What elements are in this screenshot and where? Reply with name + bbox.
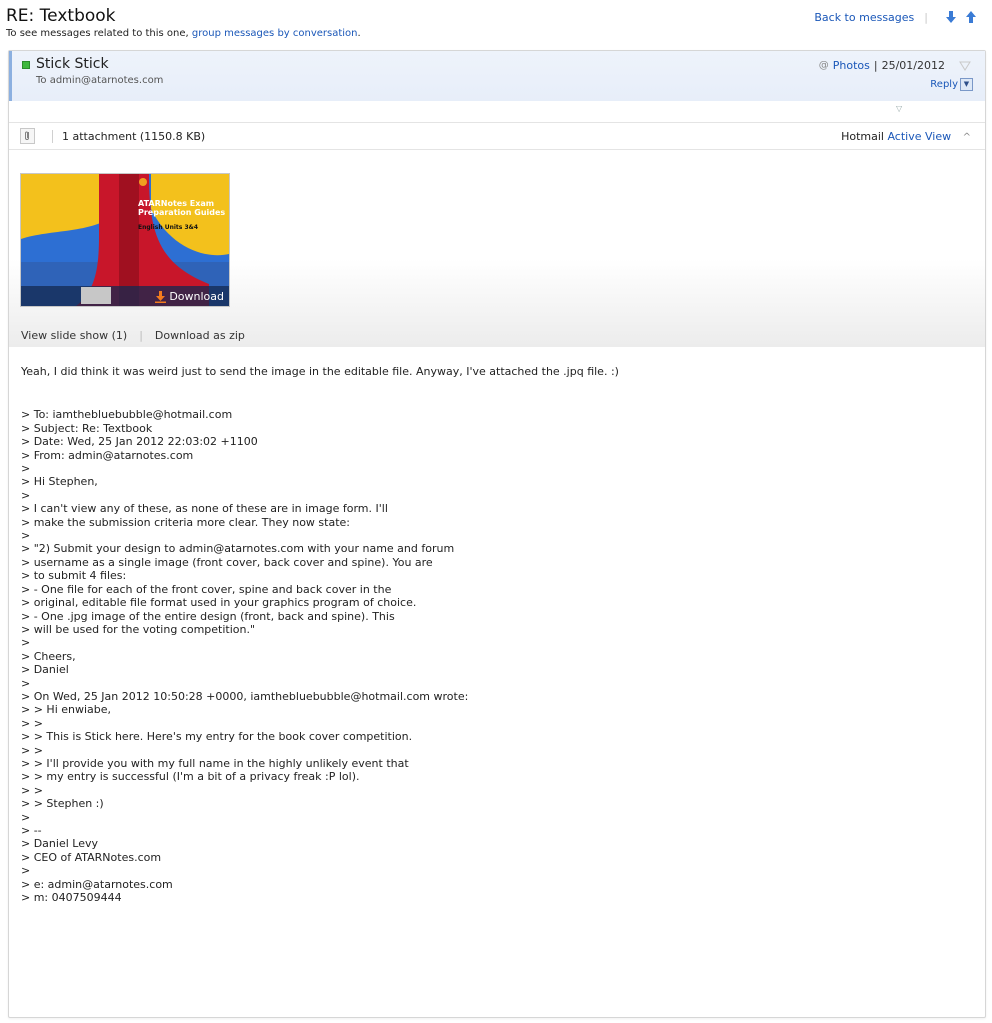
attachment-summary: 1 attachment (1150.8 KB) xyxy=(52,130,205,143)
message-date: 25/01/2012 xyxy=(881,59,945,72)
quoted-line: > e: admin@atarnotes.com xyxy=(21,877,173,891)
view-slide-show-link[interactable]: View slide show (1) xyxy=(21,329,128,342)
related-suffix: . xyxy=(357,28,361,39)
quoted-line: > username as a single image (front cover, back cover and spine). You are xyxy=(21,555,433,569)
quoted-line: > xyxy=(21,488,31,502)
related-messages-hint xyxy=(6,28,361,39)
meta-separator: | xyxy=(873,59,878,72)
sender-name[interactable]: Stick Stick xyxy=(36,56,109,72)
quoted-line: > On Wed, 25 Jan 2012 10:50:28 +0000, iamthebluebubble@hotmail.com wrote: xyxy=(21,689,469,703)
quoted-line: > xyxy=(21,810,31,824)
quoted-line: > to submit 4 files: xyxy=(21,569,127,583)
flag-icon[interactable] xyxy=(959,60,971,72)
quoted-line: > > I'll provide you with my full name in the highly unlikely event that xyxy=(21,756,409,770)
reply-options-dropdown-icon[interactable]: ▼ xyxy=(960,78,973,91)
quoted-line: > Hi Stephen, xyxy=(21,475,98,489)
quoted-line: > Cheers, xyxy=(21,649,76,663)
quoted-line: > Subject: Re: Textbook xyxy=(21,421,153,435)
quoted-line: > > my entry is successful (I'm a bit of a privacy freak :P lol). xyxy=(21,770,360,784)
quoted-line: > make the submission criteria more clear. They now state: xyxy=(21,515,350,529)
reply-control xyxy=(930,78,973,91)
actions-separator: | xyxy=(139,329,143,342)
quoted-line: > > This is Stick here. Here's my entry for the book cover competition. xyxy=(21,730,413,744)
quoted-line: > > xyxy=(21,716,43,730)
attachment-area xyxy=(9,151,985,347)
quoted-line: > xyxy=(21,676,31,690)
category-at-icon: @ xyxy=(818,60,829,71)
recipient-line: To admin@atarnotes.com xyxy=(36,75,164,86)
group-by-conversation-link[interactable]: group messages by conversation xyxy=(191,28,358,39)
quoted-line: > -- xyxy=(21,824,42,837)
divider xyxy=(9,149,985,150)
download-label: Download xyxy=(169,290,224,303)
reply-text: Yeah, I did think it was weird just to send the image in the editable file. Anyway, I've attached the .jpq file. :) xyxy=(21,365,619,378)
message-subject: RE: Textbook xyxy=(6,6,116,26)
cover-subtitle: English Units 3&4 xyxy=(138,224,199,231)
quoted-message xyxy=(21,408,971,904)
quoted-line: > > Hi enwiabe, xyxy=(21,703,112,717)
quoted-line: > original, editable file format used in your graphics program of choice. xyxy=(21,596,417,610)
quoted-line: > m: 0407509444 xyxy=(21,891,122,905)
quoted-line: > - One .jpg image of the entire design (front, back and spine). This xyxy=(21,609,395,623)
quoted-line: > xyxy=(21,529,31,543)
hotmail-label: Hotmail xyxy=(841,130,884,143)
quoted-line: > will be used for the voting competition." xyxy=(21,622,256,636)
quoted-line: > Date: Wed, 25 Jan 2012 22:03:02 +1100 xyxy=(21,435,258,449)
download-as-zip-link[interactable]: Download as zip xyxy=(154,329,245,342)
category-link[interactable]: Photos xyxy=(832,59,870,72)
active-view-link[interactable]: Active View xyxy=(887,130,952,143)
quoted-line: > From: admin@atarnotes.com xyxy=(21,448,194,462)
sender-header xyxy=(9,51,985,101)
active-view-label xyxy=(841,130,971,143)
message-card xyxy=(8,50,986,1018)
quoted-line: > xyxy=(21,864,31,878)
quoted-line: > > xyxy=(21,783,43,797)
quoted-line: > Daniel xyxy=(21,663,69,677)
quoted-line: > xyxy=(21,462,31,476)
previous-message-arrow-up-icon[interactable] xyxy=(964,10,978,24)
quoted-line: > To: iamthebluebubble@hotmail.com xyxy=(21,408,233,422)
message-body xyxy=(21,365,971,904)
quoted-line: > "2) Submit your design to admin@atarnotes.com with your name and forum xyxy=(21,542,455,556)
quoted-line: > xyxy=(21,636,31,650)
quoted-line: > > Stephen :) xyxy=(21,797,104,811)
quoted-line: > I can't view any of these, as none of these are in image form. I'll xyxy=(21,502,388,516)
download-attachment-button[interactable] xyxy=(155,290,224,303)
attachment-bar xyxy=(9,123,985,149)
message-meta xyxy=(819,59,971,72)
message-nav xyxy=(814,10,978,24)
quoted-line: > Daniel Levy xyxy=(21,837,98,851)
back-to-messages-link[interactable]: Back to messages xyxy=(814,10,915,24)
online-status-icon xyxy=(22,61,30,69)
reply-link[interactable]: Reply xyxy=(930,79,958,90)
related-prefix: To see messages related to this one, xyxy=(6,28,192,39)
expand-header-icon[interactable]: ▽ xyxy=(896,104,903,113)
next-message-arrow-down-icon[interactable] xyxy=(944,10,958,24)
image-attachment-thumbnail[interactable] xyxy=(20,173,230,307)
cover-title: ATARNotes Exam Preparation Guides xyxy=(138,199,226,217)
attachment-actions xyxy=(21,329,245,342)
quoted-line: > > xyxy=(21,743,43,757)
nav-separator: | xyxy=(924,10,928,24)
quoted-line: > - One file for each of the front cover, spine and back cover in the xyxy=(21,582,392,596)
quoted-line: > CEO of ATARNotes.com xyxy=(21,850,162,864)
download-arrow-icon xyxy=(155,291,166,303)
thumbnail-placeholder xyxy=(81,287,111,304)
collapse-chevron-up-icon[interactable]: ^ xyxy=(962,132,971,143)
paperclip-icon xyxy=(20,128,35,144)
